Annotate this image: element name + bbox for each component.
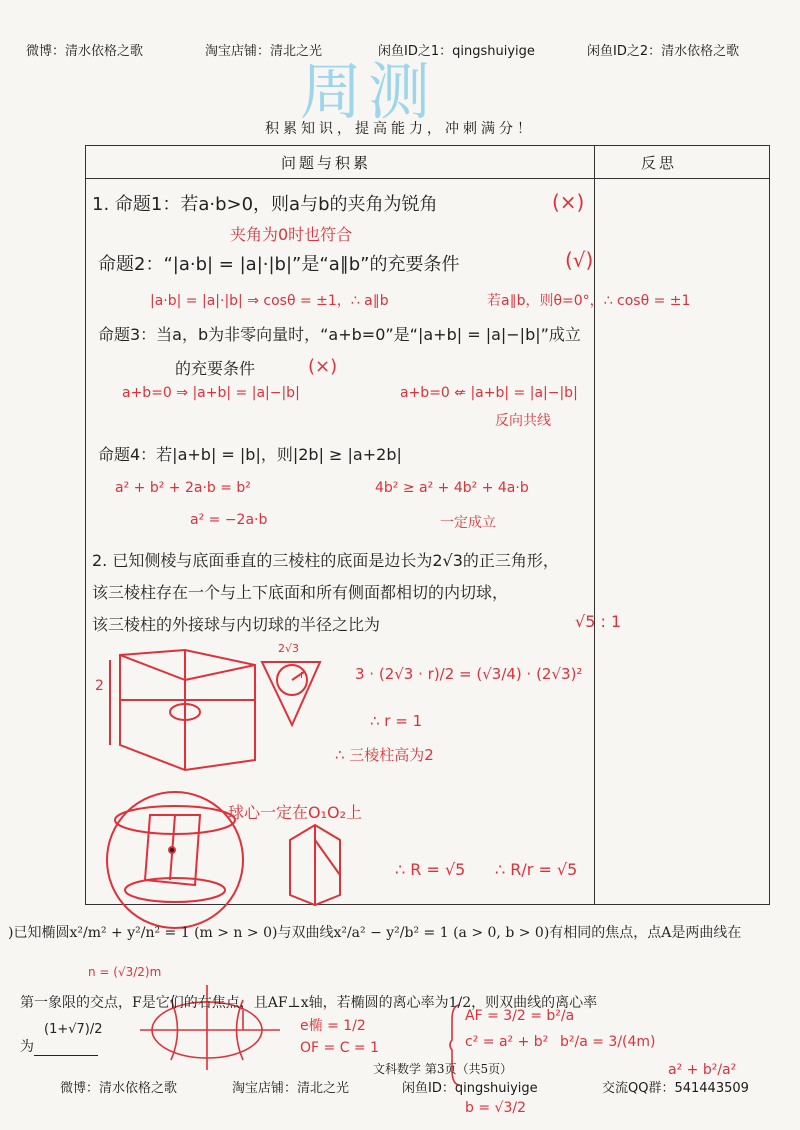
prop2-work-b: 若a∥b，则θ=0°，∴ cosθ = ±1 [487, 293, 691, 309]
header-weibo: 微博：清水依格之歌 [26, 44, 144, 59]
prob3-hyperbola-eq: x²/a² − y²/b² = 1 (a > 0, b > 0) [333, 925, 550, 941]
prob3-hw-frac: a² + b²/a² [668, 1062, 737, 1078]
slogan: 积累知识，提高能力，冲刺满分！ [265, 121, 535, 137]
prop3-work-b: a+b=0 ⇍ |a+b| = |a|−|b| [400, 385, 578, 401]
prob3-line-3 [20, 1036, 98, 1056]
prob3-hw-sys-3: b²/a = 3/(4m) [560, 1034, 656, 1050]
prop1-mark: (×) [552, 190, 585, 214]
prob3-line3: 为 [20, 1039, 34, 1055]
footer-taobao: 淘宝店铺：清北之光 [232, 1081, 350, 1096]
footer-weibo: 微博：清水依格之歌 [60, 1081, 178, 1096]
prop3-work-c: 反向共线 [495, 413, 551, 429]
prop2-mark: (√) [565, 248, 594, 272]
incircle-r-label: r [300, 668, 305, 681]
prop4-work-b: 4b² ≥ a² + 4b² + 4a·b [375, 480, 529, 496]
prop2-text: 命题2：“|a·b| = |a|·|b|”是“a∥b”的充要条件 [98, 254, 460, 275]
prob2-center-note: 球心一定在O₁O₂上 [228, 803, 363, 822]
page-number: 文科数学 第3页（共5页） [373, 1062, 513, 1076]
column-header-questions: 问题与积累 [281, 154, 372, 172]
column-header-reflection: 反思 [641, 154, 678, 172]
prob3-hw-of: OF = C = 1 [300, 1040, 380, 1056]
prob2-eq-3: ∴ 三棱柱高为2 [335, 746, 434, 764]
prism-sketch [110, 650, 255, 770]
prob3-hw-answer: (1+√7)/2 [44, 1022, 103, 1037]
prism-side-label: 2 [95, 678, 104, 694]
prob3-ellipse-eq: x²/m² + y²/n² = 1 (m > n > 0) [69, 925, 278, 941]
prob3-ecc: 1/2 [448, 995, 472, 1011]
footer-xianyu: 闲鱼ID：qingshuiyige [402, 1081, 538, 1096]
prob3-hw-sys-2: c² = a² + b² [465, 1034, 549, 1050]
prob3-answer-blank [34, 1041, 98, 1056]
prop3-work-a: a+b=0 ⇒ |a+b| = |a|−|b| [122, 385, 300, 401]
prob2-line-1: 2. 已知侧棱与底面垂直的三棱柱的底面是边长为2√3的正三角形， [92, 551, 559, 570]
prob3-prefix: )已知椭圆 [8, 925, 70, 941]
prop2-work-a: |a·b| = |a|·|b| ⇒ cosθ = ±1，∴ a∥b [150, 293, 389, 309]
header-taobao: 淘宝店铺：清北之光 [205, 44, 323, 59]
prob3-hw-e: e椭 = 1/2 [300, 1018, 366, 1034]
prob3-line2b: ，则双曲线的离心率 [471, 995, 598, 1011]
prob3-hw-sys-1: AF = 3/2 = b²/a [465, 1008, 575, 1024]
prop3-text: 命题3：当a，b为非零向量时，“a+b=0”是“|a+b| = |a|−|b|”成立 [98, 325, 581, 344]
prop3-mark: (×) [308, 356, 338, 377]
prob2-answer: √5 : 1 [575, 612, 622, 631]
prob3-line-1 [8, 922, 741, 942]
prob3-suffix: 有相同的焦点，点A是两曲线在 [549, 925, 742, 941]
prob3-hw-bottom: b = √3/2 [465, 1100, 526, 1116]
prob2-eq-4: ∴ R = √5 [395, 860, 466, 879]
prob2-line-2: 该三棱柱存在一个与上下底面和所有侧面都相切的内切球， [92, 583, 509, 602]
prop4-text: 命题4：若|a+b| = |b|，则|2b| ≥ |a+2b| [98, 445, 402, 464]
prop4-work-c: a² = −2a·b [190, 512, 268, 528]
triangle-incircle-sketch [262, 662, 320, 725]
prop1-correction: 夹角为0时也符合 [230, 225, 353, 244]
prob3-line2a: 第一象限的交点，F是它们的右焦点，且AF⊥x轴，若椭圆的离心率为 [20, 995, 449, 1011]
prop3-text-cont: 的充要条件 [175, 359, 256, 378]
prob3-hw-n: n = (√3/2)m [88, 965, 162, 979]
prob2-eq-2: ∴ r = 1 [370, 712, 423, 730]
prob2-eq-1: 3 · (2√3 · r)/2 = (√3/4) · (2√3)² [355, 665, 583, 683]
prop4-work-a: a² + b² + 2a·b = b² [115, 480, 251, 496]
triangle-side-label: 2√3 [278, 642, 300, 655]
prob2-line-3: 该三棱柱的外接球与内切球的半径之比为 [92, 615, 381, 634]
prob2-eq-5: ∴ R/r = √5 [495, 860, 578, 879]
prob3-mid: 与双曲线 [277, 925, 334, 941]
header-xianyu-1: 闲鱼ID之1：qingshuiyige [378, 44, 535, 59]
header-xianyu-2: 闲鱼ID之2：清水依格之歌 [587, 44, 740, 59]
prop1-text: 1. 命题1：若a·b>0，则a与b的夹角为锐角 [92, 194, 438, 215]
prop4-work-d: 一定成立 [440, 515, 496, 531]
weekly-test-stamp: 周测 [300, 55, 437, 128]
sphere-prism-sketch [107, 792, 243, 928]
footer-qq: 交流QQ群：541443509 [602, 1081, 749, 1096]
small-prism-sketch [290, 825, 340, 905]
